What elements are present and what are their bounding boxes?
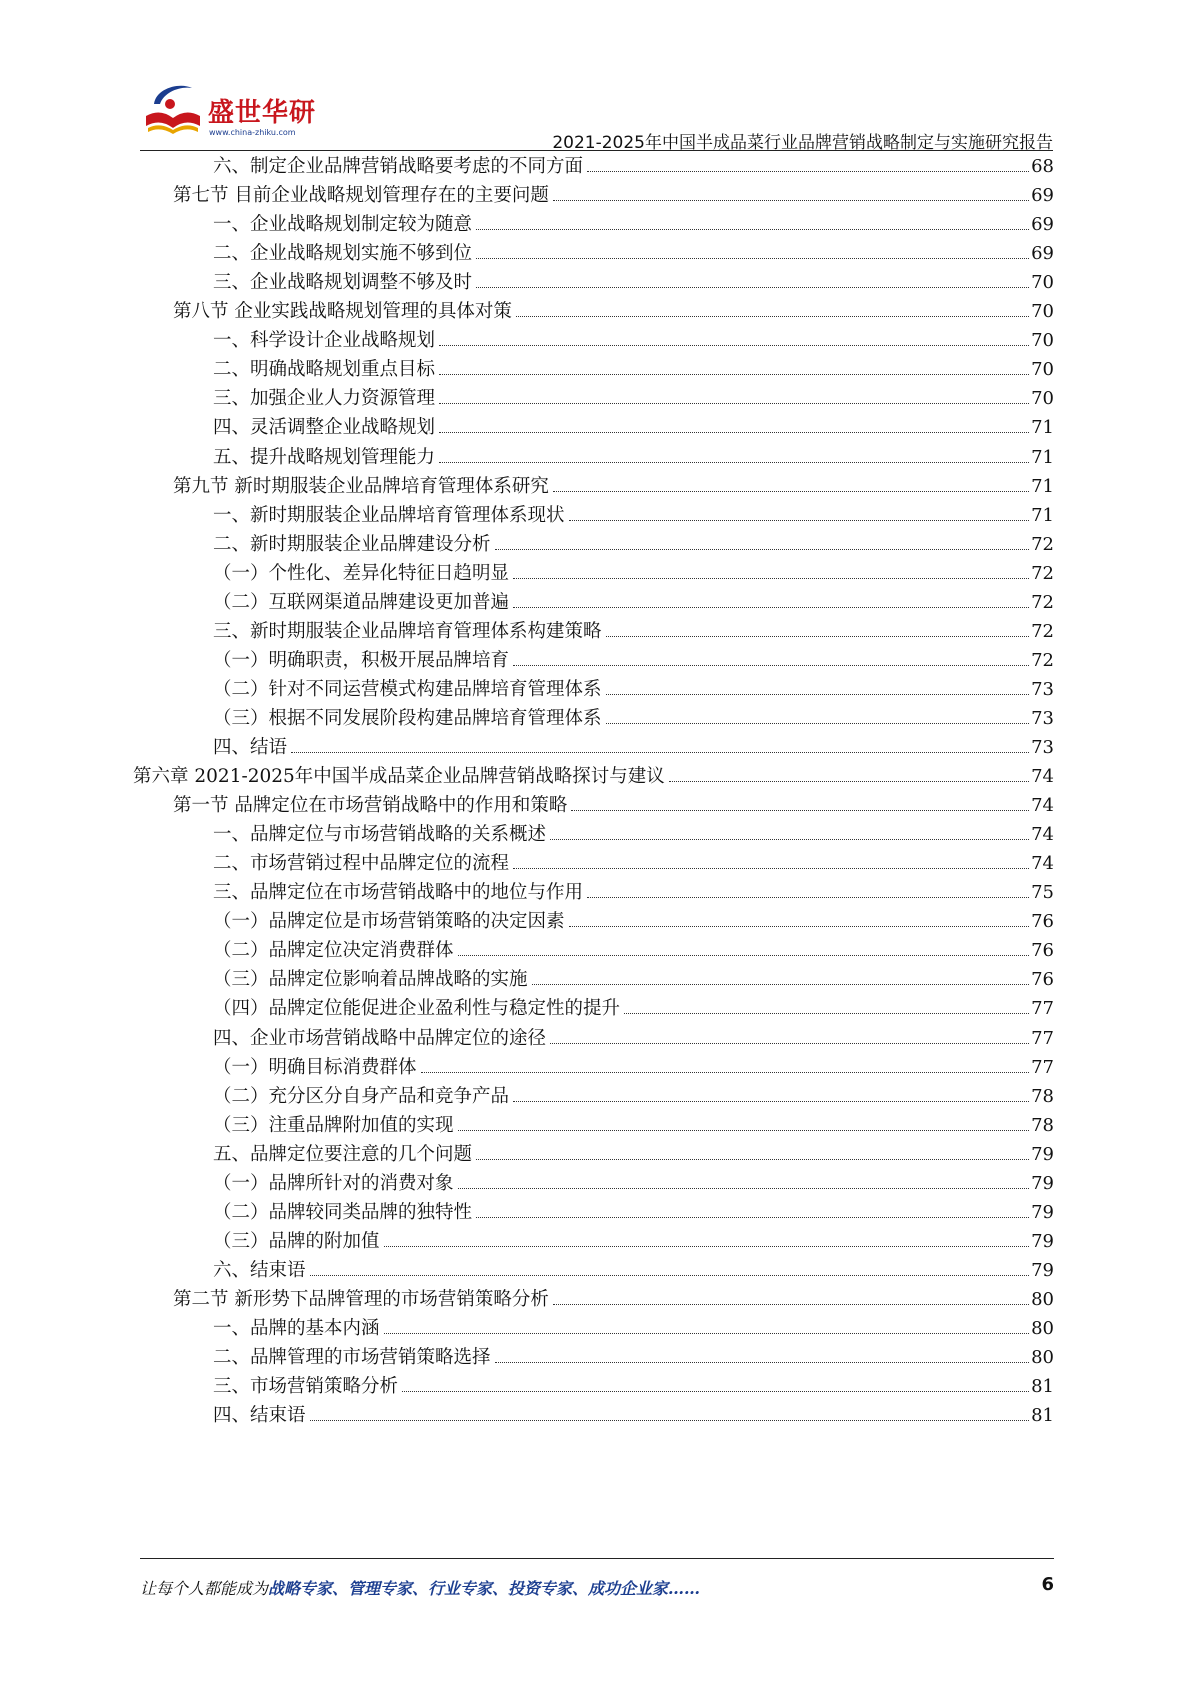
toc-entry-page: 72 bbox=[1031, 591, 1054, 613]
toc-entry-page: 74 bbox=[1031, 824, 1054, 846]
logo-url: www.china-zhiku.com bbox=[209, 128, 296, 137]
toc-entry-title: （一）品牌所针对的消费对象 bbox=[213, 1172, 454, 1194]
toc-leader-dots bbox=[476, 1216, 1029, 1218]
toc-leader-dots bbox=[476, 1158, 1029, 1160]
toc-entry[interactable] bbox=[213, 412, 1054, 443]
footer-slogan bbox=[140, 1576, 700, 1599]
toc-leader-dots bbox=[587, 896, 1029, 898]
toc-entry-title: 二、市场营销过程中品牌定位的流程 bbox=[213, 853, 510, 875]
toc-entry[interactable] bbox=[213, 1168, 1054, 1199]
toc-entry[interactable] bbox=[213, 442, 1054, 473]
logo-text: 盛世华研 bbox=[208, 98, 317, 128]
toc-entry-title: 五、品牌定位要注意的几个问题 bbox=[213, 1143, 473, 1165]
toc-entry-title: 一、新时期服装企业品牌培育管理体系现状 bbox=[213, 504, 565, 526]
footer-slogan-highlight: 战略专家、管理专家、行业专家、投资专家、成功企业家…… bbox=[268, 1579, 701, 1598]
toc-entry[interactable] bbox=[213, 529, 1054, 560]
toc-entry-page: 70 bbox=[1031, 330, 1054, 352]
toc-entry-title: （二）品牌定位决定消费群体 bbox=[213, 940, 454, 962]
toc-leader-dots bbox=[495, 548, 1030, 550]
toc-entry-title: 三、新时期服装企业品牌培育管理体系构建策略 bbox=[213, 620, 602, 642]
toc-entry[interactable] bbox=[213, 267, 1054, 298]
toc-entry-title: （一）明确目标消费群体 bbox=[213, 1056, 417, 1078]
toc-entry-page: 79 bbox=[1031, 1259, 1054, 1281]
toc-entry[interactable] bbox=[133, 761, 1054, 792]
toc-entry[interactable] bbox=[213, 587, 1054, 618]
toc-leader-dots bbox=[513, 1100, 1029, 1102]
toc-leader-dots bbox=[606, 722, 1030, 724]
document-title: 2021-2025年中国半成品菜行业品牌营销战略制定与实施研究报告 bbox=[552, 133, 1053, 153]
toc-entry-page: 81 bbox=[1031, 1376, 1054, 1398]
toc-entry-title: 第七节 目前企业战略规划管理存在的主要问题 bbox=[173, 185, 549, 207]
toc-leader-dots bbox=[516, 315, 1029, 317]
toc-entry-title: 第六章 2021-2025年中国半成品菜企业品牌营销战略探讨与建议 bbox=[133, 766, 665, 788]
toc-entry-title: （二）品牌较同类品牌的独特性 bbox=[213, 1201, 473, 1223]
toc-entry-title: 第九节 新时期服装企业品牌培育管理体系研究 bbox=[173, 475, 549, 497]
toc-entry-title: （一）个性化、差异化特征日趋明显 bbox=[213, 562, 510, 584]
toc-entry[interactable] bbox=[213, 1023, 1054, 1054]
toc-leader-dots bbox=[513, 664, 1029, 666]
toc-leader-dots bbox=[458, 1129, 1030, 1131]
toc-entry-title: （一）品牌定位是市场营销策略的决定因素 bbox=[213, 911, 565, 933]
toc-entry-title: 五、提升战略规划管理能力 bbox=[213, 446, 436, 468]
toc-entry-title: 二、品牌管理的市场营销策略选择 bbox=[213, 1347, 491, 1369]
toc-entry-title: （三）品牌的附加值 bbox=[213, 1230, 380, 1252]
toc-entry-page: 80 bbox=[1031, 1288, 1054, 1310]
toc-entry-title: 四、结语 bbox=[213, 737, 288, 758]
toc-entry[interactable] bbox=[213, 877, 1054, 908]
toc-entry[interactable] bbox=[213, 1371, 1054, 1402]
toc-leader-dots bbox=[439, 461, 1029, 463]
toc-entry-title: 三、市场营销策略分析 bbox=[213, 1376, 399, 1398]
toc-entry[interactable] bbox=[213, 500, 1054, 531]
toc-entry[interactable] bbox=[213, 1052, 1054, 1083]
toc-entry-page: 75 bbox=[1031, 882, 1054, 904]
toc-entry-page: 79 bbox=[1031, 1201, 1054, 1223]
toc-entry-title: 一、科学设计企业战略规划 bbox=[213, 330, 436, 352]
toc-entry-page: 72 bbox=[1031, 620, 1054, 642]
toc-entry-page: 74 bbox=[1031, 853, 1054, 875]
toc-entry-title: 一、品牌定位与市场营销战略的关系概述 bbox=[213, 824, 547, 846]
toc-leader-dots bbox=[439, 344, 1029, 346]
toc-leader-dots bbox=[553, 490, 1029, 492]
toc-entry[interactable] bbox=[213, 1255, 1054, 1286]
toc-entry-page: 68 bbox=[1031, 156, 1054, 177]
toc-entry-page: 71 bbox=[1031, 475, 1054, 497]
toc-leader-dots bbox=[587, 170, 1029, 172]
toc-leader-dots bbox=[458, 1187, 1030, 1189]
toc-leader-dots bbox=[550, 838, 1029, 840]
toc-leader-dots bbox=[606, 635, 1030, 637]
toc-entry-title: 一、品牌的基本内涵 bbox=[213, 1318, 380, 1339]
toc-entry[interactable] bbox=[173, 471, 1054, 502]
toc-entry-title: （一）明确职责，积极开展品牌培育 bbox=[213, 649, 510, 671]
toc-entry-page: 71 bbox=[1031, 504, 1054, 526]
toc-leader-dots bbox=[553, 199, 1029, 201]
toc-entry-page: 77 bbox=[1031, 1056, 1054, 1078]
toc-entry-page: 69 bbox=[1031, 214, 1054, 236]
toc-entry-page: 80 bbox=[1031, 1318, 1054, 1339]
toc-entry[interactable] bbox=[213, 1342, 1054, 1373]
company-logo bbox=[140, 82, 320, 144]
toc-entry-page: 70 bbox=[1031, 388, 1054, 410]
toc-entry-title: 二、新时期服装企业品牌建设分析 bbox=[213, 533, 491, 555]
toc-entry-page: 79 bbox=[1031, 1230, 1054, 1252]
toc-entry-page: 81 bbox=[1031, 1405, 1054, 1427]
toc-entry-title: （三）根据不同发展阶段构建品牌培育管理体系 bbox=[213, 707, 602, 729]
toc-entry[interactable] bbox=[173, 1284, 1054, 1315]
toc-entry[interactable] bbox=[213, 1110, 1054, 1141]
toc-entry-page: 77 bbox=[1031, 1027, 1054, 1049]
toc-leader-dots bbox=[495, 1361, 1030, 1363]
toc-entry-title: 三、企业战略规划调整不够及时 bbox=[213, 272, 473, 294]
toc-entry[interactable] bbox=[213, 848, 1054, 879]
toc-entry-title: （二）充分区分自身产品和竞争产品 bbox=[213, 1085, 510, 1107]
toc-entry[interactable] bbox=[213, 703, 1054, 734]
toc-leader-dots bbox=[310, 1419, 1030, 1421]
toc-entry-page: 74 bbox=[1031, 795, 1054, 817]
toc-entry-page: 71 bbox=[1031, 446, 1054, 468]
toc-entry-page: 78 bbox=[1031, 1085, 1054, 1107]
toc-entry[interactable] bbox=[213, 906, 1054, 937]
toc-entry[interactable] bbox=[173, 296, 1054, 327]
toc-leader-dots bbox=[569, 925, 1030, 927]
toc-entry-page: 73 bbox=[1031, 678, 1054, 700]
toc-entry[interactable] bbox=[213, 993, 1054, 1024]
toc-entry-page: 74 bbox=[1031, 766, 1054, 788]
toc-entry-title: 四、结束语 bbox=[213, 1405, 306, 1427]
toc-entry-page: 78 bbox=[1031, 1114, 1054, 1136]
toc-entry-title: （四）品牌定位能促进企业盈利性与稳定性的提升 bbox=[213, 998, 621, 1020]
toc-entry-title: 四、企业市场营销战略中品牌定位的途径 bbox=[213, 1027, 547, 1049]
toc-leader-dots bbox=[310, 1274, 1030, 1276]
page-number: 6 bbox=[1041, 1574, 1054, 1595]
toc-entry-page: 79 bbox=[1031, 1143, 1054, 1165]
toc-entry-title: 三、品牌定位在市场营销战略中的地位与作用 bbox=[213, 882, 584, 904]
toc-entry-page: 69 bbox=[1031, 243, 1054, 265]
toc-entry-title: 六、制定企业品牌营销战略要考虑的不同方面 bbox=[213, 156, 584, 177]
toc-entry[interactable] bbox=[213, 1313, 1054, 1344]
toc-entry-title: 第一节 品牌定位在市场营销战略中的作用和策略 bbox=[173, 795, 568, 817]
toc-entry[interactable] bbox=[213, 558, 1054, 589]
toc-leader-dots bbox=[476, 257, 1029, 259]
toc-entry-page: 69 bbox=[1031, 185, 1054, 207]
toc-entry-page: 76 bbox=[1031, 911, 1054, 933]
toc-entry-title: 二、明确战略规划重点目标 bbox=[213, 359, 436, 381]
toc-entry[interactable] bbox=[173, 790, 1054, 821]
toc-leader-dots bbox=[550, 1042, 1029, 1044]
toc-entry[interactable] bbox=[213, 354, 1054, 385]
toc-entry-title: （三）品牌定位影响着品牌战略的实施 bbox=[213, 969, 528, 991]
toc-entry-page: 70 bbox=[1031, 301, 1054, 323]
toc-leader-dots bbox=[624, 1012, 1029, 1014]
toc-leader-dots bbox=[439, 402, 1029, 404]
toc-leader-dots bbox=[532, 983, 1030, 985]
toc-entry-page: 79 bbox=[1031, 1172, 1054, 1194]
toc-entry[interactable] bbox=[213, 964, 1054, 995]
footer-divider bbox=[140, 1558, 1054, 1559]
toc-entry-page: 72 bbox=[1031, 562, 1054, 584]
toc-entry-page: 76 bbox=[1031, 940, 1054, 962]
toc-entry[interactable] bbox=[213, 1226, 1054, 1257]
toc-leader-dots bbox=[669, 780, 1029, 782]
toc-leader-dots bbox=[513, 577, 1029, 579]
toc-entry[interactable] bbox=[173, 180, 1054, 211]
toc-leader-dots bbox=[513, 606, 1029, 608]
toc-leader-dots bbox=[513, 867, 1029, 869]
toc-entry[interactable] bbox=[213, 616, 1054, 647]
toc-entry-page: 73 bbox=[1031, 737, 1054, 758]
toc-leader-dots bbox=[476, 286, 1029, 288]
toc-entry-page: 76 bbox=[1031, 969, 1054, 991]
toc-entry[interactable] bbox=[213, 645, 1054, 676]
toc-entry-title: （二）互联网渠道品牌建设更加普遍 bbox=[213, 591, 510, 613]
toc-entry[interactable] bbox=[213, 935, 1054, 966]
toc-entry[interactable] bbox=[213, 383, 1054, 414]
toc-entry[interactable] bbox=[213, 209, 1054, 240]
footer-slogan-prefix: 让每个人都能成为 bbox=[140, 1579, 269, 1598]
toc-entry-title: 一、企业战略规划制定较为随意 bbox=[213, 214, 473, 236]
toc-leader-dots bbox=[571, 809, 1029, 811]
toc-leader-dots bbox=[291, 751, 1029, 753]
toc-leader-dots bbox=[458, 954, 1030, 956]
toc-leader-dots bbox=[476, 228, 1029, 230]
toc-leader-dots bbox=[402, 1390, 1029, 1392]
toc-entry-title: 三、加强企业人力资源管理 bbox=[213, 388, 436, 410]
toc-entry-title: 六、结束语 bbox=[213, 1259, 306, 1281]
toc-leader-dots bbox=[421, 1071, 1030, 1073]
toc-entry-title: 四、灵活调整企业战略规划 bbox=[213, 417, 436, 439]
toc-entry[interactable] bbox=[213, 325, 1054, 356]
toc-entry[interactable] bbox=[213, 1081, 1054, 1112]
toc-leader-dots bbox=[384, 1245, 1030, 1247]
toc-leader-dots bbox=[384, 1332, 1030, 1334]
toc-leader-dots bbox=[439, 431, 1029, 433]
book-logo-icon bbox=[140, 82, 206, 142]
toc-entry-page: 72 bbox=[1031, 649, 1054, 671]
toc-entry-title: 第八节 企业实践战略规划管理的具体对策 bbox=[173, 301, 512, 323]
toc-entry-page: 72 bbox=[1031, 533, 1054, 555]
toc-entry[interactable] bbox=[213, 238, 1054, 269]
toc-leader-dots bbox=[569, 519, 1030, 521]
toc-entry-page: 70 bbox=[1031, 359, 1054, 381]
toc-entry[interactable] bbox=[213, 732, 1054, 763]
toc-leader-dots bbox=[439, 373, 1029, 375]
toc-entry-title: （二）针对不同运营模式构建品牌培育管理体系 bbox=[213, 678, 602, 700]
toc-entry[interactable] bbox=[213, 1139, 1054, 1170]
toc-entry[interactable] bbox=[213, 819, 1054, 850]
toc-entry[interactable] bbox=[213, 1400, 1054, 1431]
toc-entry-title: 第二节 新形势下品牌管理的市场营销策略分析 bbox=[173, 1288, 549, 1310]
toc-entry-title: （三）注重品牌附加值的实现 bbox=[213, 1114, 454, 1136]
toc-entry[interactable] bbox=[213, 674, 1054, 705]
toc-entry-page: 70 bbox=[1031, 272, 1054, 294]
toc-entry[interactable] bbox=[213, 1197, 1054, 1228]
toc-entry-page: 77 bbox=[1031, 998, 1054, 1020]
toc-leader-dots bbox=[553, 1303, 1029, 1305]
toc-entry[interactable] bbox=[213, 151, 1054, 182]
toc-entry-page: 80 bbox=[1031, 1347, 1054, 1369]
toc-entry-title: 二、企业战略规划实施不够到位 bbox=[213, 243, 473, 265]
toc-leader-dots bbox=[606, 693, 1030, 695]
toc-entry-page: 71 bbox=[1031, 417, 1054, 439]
toc-entry-page: 73 bbox=[1031, 707, 1054, 729]
